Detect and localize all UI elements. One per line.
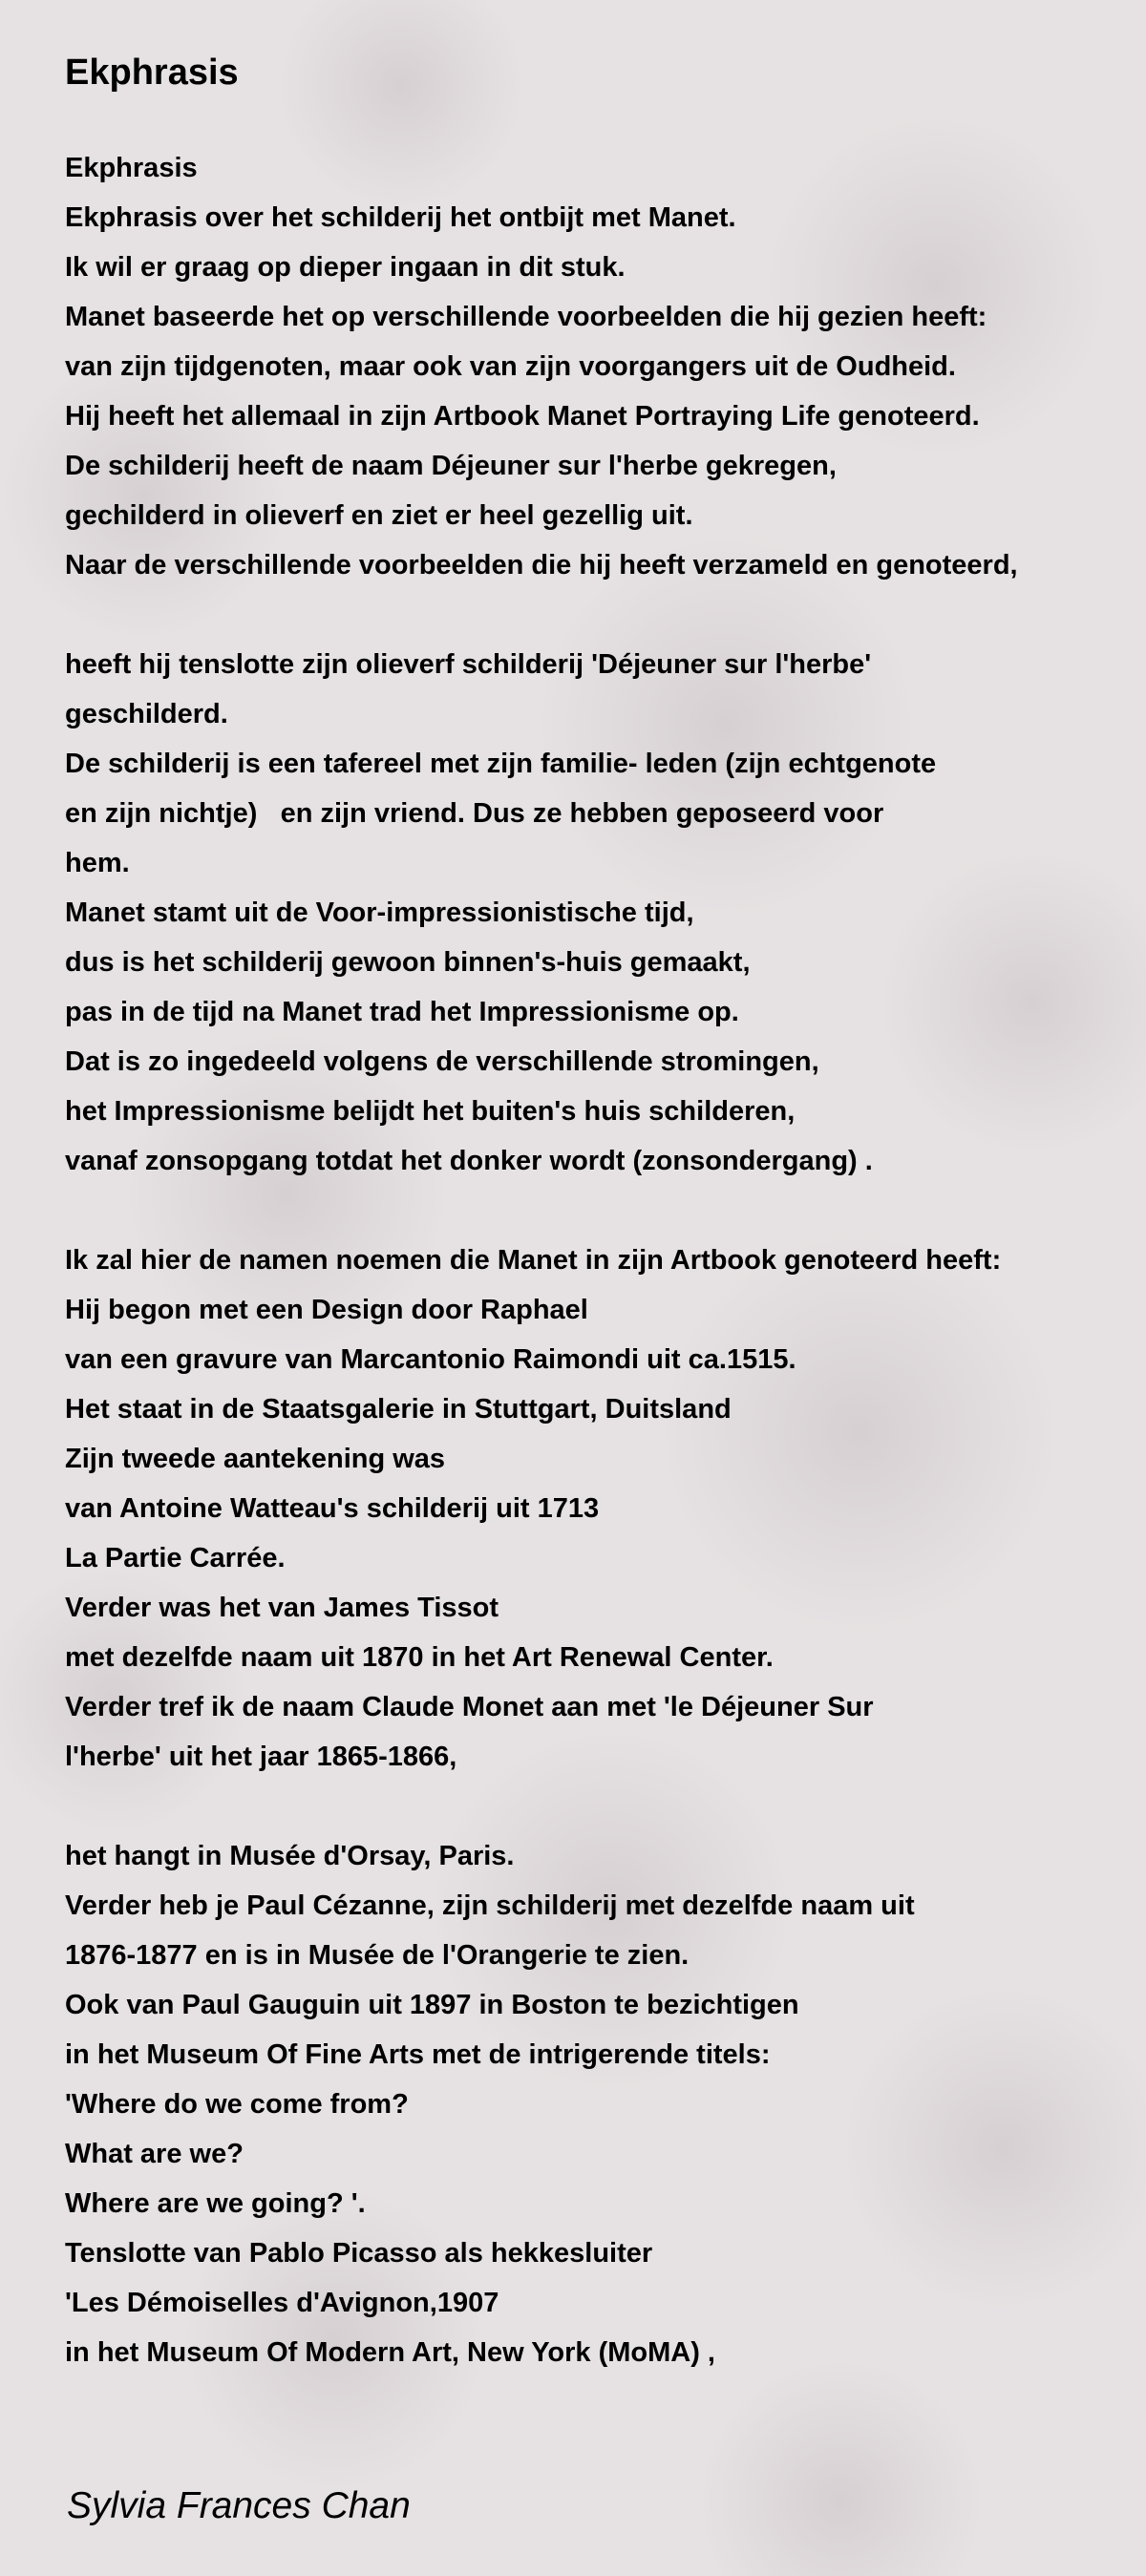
poem-line: De schilderij is een tafereel met zijn familie- leden (zijn echtgenote bbox=[65, 749, 937, 779]
poem-line: Where are we going? '. bbox=[65, 2188, 366, 2219]
poem-blank-line bbox=[65, 1186, 1135, 1235]
poem-line: hem. bbox=[65, 848, 130, 878]
poem-title: Ekphrasis bbox=[65, 53, 239, 93]
poem-blank-line bbox=[65, 590, 1135, 640]
poem-line: Het staat in de Staatsgalerie in Stuttgart, Duitsland bbox=[65, 1394, 732, 1425]
poem-line: 1876-1877 en is in Musée de l'Orangerie te zien. bbox=[65, 1940, 690, 1971]
poem-body bbox=[65, 143, 1135, 2377]
poem-line: 'Les Démoiselles d'Avignon,1907 bbox=[65, 2288, 499, 2318]
poem-line: Naar de verschillende voorbeelden die hij heeft verzameld en genoteerd, bbox=[65, 550, 1018, 581]
poem-line: What are we? bbox=[65, 2139, 244, 2169]
poem-line: met dezelfde naam uit 1870 in het Art Renewal Center. bbox=[65, 1642, 774, 1673]
poem-line: Ik zal hier de namen noemen die Manet in zijn Artbook genoteerd heeft: bbox=[65, 1245, 1002, 1276]
poem-author: Sylvia Frances Chan bbox=[67, 2485, 411, 2526]
poem-line: geschilderd. bbox=[65, 699, 228, 729]
poem-line: van zijn tijdgenoten, maar ook van zijn voorgangers uit de Oudheid. bbox=[65, 351, 956, 382]
poem-line: Ik wil er graag op dieper ingaan in dit stuk. bbox=[65, 252, 626, 283]
poem-line: l'herbe' uit het jaar 1865-1866, bbox=[65, 1742, 457, 1772]
poem-line: Manet baseerde het op verschillende voorbeelden die hij gezien heeft: bbox=[65, 302, 987, 332]
poem-line: Zijn tweede aantekening was bbox=[65, 1444, 446, 1474]
poem-line: Verder heb je Paul Cézanne, zijn schilderij met dezelfde naam uit bbox=[65, 1890, 915, 1921]
poem-line: het Impressionisme belijdt het buiten's huis schilderen, bbox=[65, 1096, 796, 1127]
poem-line: La Partie Carrée. bbox=[65, 1543, 286, 1573]
poem-line: gechilderd in olieverf en ziet er heel gezellig uit. bbox=[65, 500, 693, 531]
poem-line: De schilderij heeft de naam Déjeuner sur l'herbe gekregen, bbox=[65, 451, 837, 481]
poem-line: Manet stamt uit de Voor-impressionistische tijd, bbox=[65, 897, 694, 928]
poem-line: in het Museum Of Fine Arts met de intrigerende titels: bbox=[65, 2039, 771, 2070]
poem-line: van een gravure van Marcantonio Raimondi uit ca.1515. bbox=[65, 1344, 796, 1375]
poem-line: Verder was het van James Tissot bbox=[65, 1593, 499, 1623]
poem-line: vanaf zonsopgang totdat het donker wordt (zonsondergang) . bbox=[65, 1146, 873, 1176]
poem-line: Dat is zo ingedeeld volgens de verschillende stromingen, bbox=[65, 1046, 819, 1077]
poem-line: van Antoine Watteau's schilderij uit 1713 bbox=[65, 1493, 600, 1524]
poem-line: Ook van Paul Gauguin uit 1897 in Boston te bezichtigen bbox=[65, 1990, 799, 2020]
poem-line: Tenslotte van Pablo Picasso als hekkesluiter bbox=[65, 2238, 653, 2269]
poem-line: het hangt in Musée d'Orsay, Paris. bbox=[65, 1841, 515, 1871]
poem-line: in het Museum Of Modern Art, New York (MoMA) , bbox=[65, 2337, 715, 2368]
poem-line: Ekphrasis over het schilderij het ontbijt met Manet. bbox=[65, 202, 736, 233]
poem-line: Verder tref ik de naam Claude Monet aan met 'le Déjeuner Sur bbox=[65, 1692, 874, 1722]
poem-blank-line bbox=[65, 1782, 1135, 1831]
poem-line: heeft hij tenslotte zijn olieverf schilderij 'Déjeuner sur l'herbe' bbox=[65, 649, 872, 680]
poem-line: 'Where do we come from? bbox=[65, 2089, 409, 2120]
poem-line: Hij begon met een Design door Raphael bbox=[65, 1295, 588, 1325]
poem-line: Ekphrasis bbox=[65, 153, 198, 183]
poem-line: Hij heeft het allemaal in zijn Artbook Manet Portraying Life genoteerd. bbox=[65, 401, 980, 432]
poem-line: dus is het schilderij gewoon binnen's-huis gemaakt, bbox=[65, 947, 751, 978]
poem-line: pas in de tijd na Manet trad het Impressionisme op. bbox=[65, 997, 739, 1027]
poem-line: en zijn nichtje) en zijn vriend. Dus ze hebben geposeerd voor bbox=[65, 798, 884, 829]
